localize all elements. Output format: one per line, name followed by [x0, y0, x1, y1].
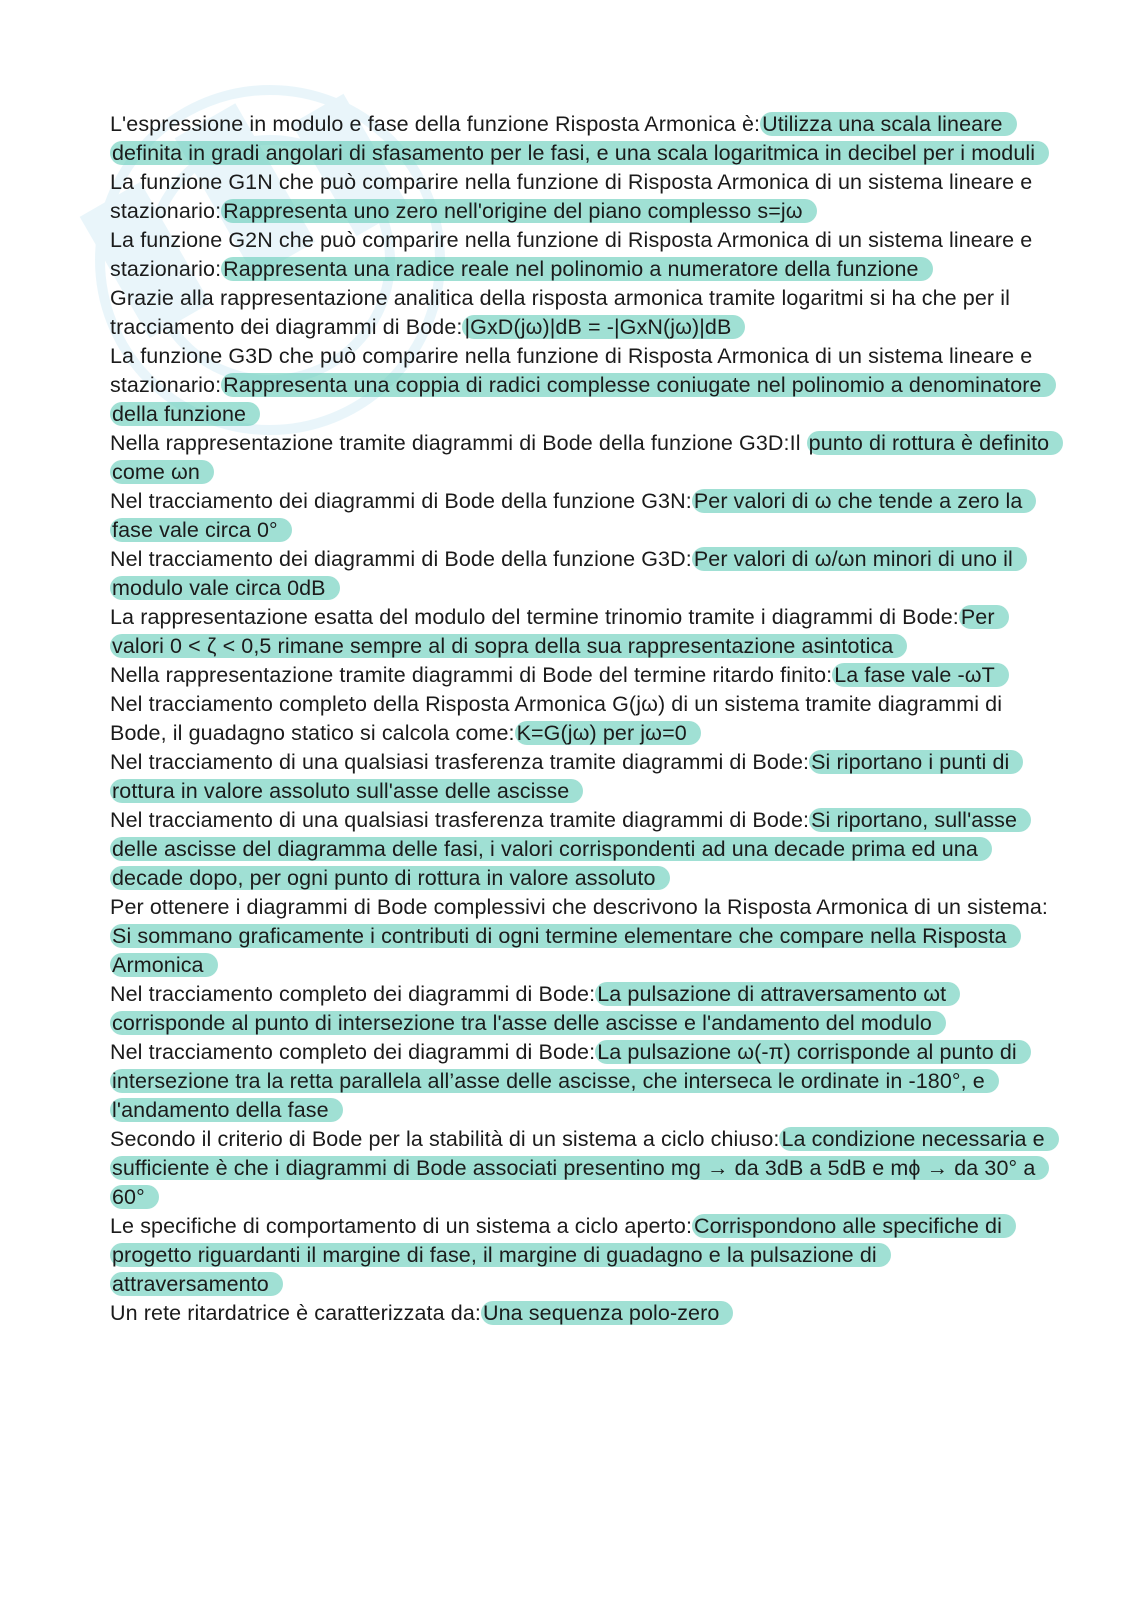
answer-highlight: punto di rottura è definito come ωn	[110, 431, 1063, 484]
question-text: Nel tracciamento dei diagrammi di Bode della funzione G3D:	[110, 547, 692, 571]
qa-item-4	[110, 284, 1050, 342]
qa-item-17	[110, 1125, 1050, 1212]
answer-highlight: Rappresenta una coppia di radici complesse coniugate nel polinomio a denominatore della funzione	[110, 373, 1056, 426]
question-text: La funzione G1N che può comparire nella funzione di Risposta Armonica di un sistema lineare e stazionario:	[110, 170, 1033, 223]
qa-item-11	[110, 690, 1050, 748]
question-text: Grazie alla rappresentazione analitica della risposta armonica tramite logaritmi si ha che per il tracciamento dei diagrammi di Bode:	[110, 286, 1010, 339]
question-text: Secondo il criterio di Bode per la stabilità di un sistema a ciclo chiuso:	[110, 1127, 780, 1151]
question-text: La funzione G2N che può comparire nella funzione di Risposta Armonica di un sistema lineare e stazionario:	[110, 228, 1033, 281]
question-text: Nel tracciamento dei diagrammi di Bode della funzione G3N:	[110, 489, 692, 513]
question-text: Le specifiche di comportamento di un sistema a ciclo aperto:	[110, 1214, 693, 1238]
answer-highlight: Per valori di ω/ωn minori di uno il modulo vale circa 0dB	[110, 547, 1027, 600]
answer-highlight: Rappresenta una radice reale nel polinomio a numeratore della funzione	[221, 257, 932, 281]
answer-highlight: Per valori di ω che tende a zero la fase vale circa 0°	[110, 489, 1036, 542]
answer-highlight: Si riportano i punti di rottura in valore assoluto sull'asse delle ascisse	[110, 750, 1023, 803]
answer-highlight: |GxD(jω)|dB = -|GxN(jω)|dB	[462, 315, 745, 339]
question-text: L'espressione in modulo e fase della funzione Risposta Armonica è:	[110, 112, 761, 136]
qa-item-15	[110, 980, 1050, 1038]
qa-item-14	[110, 893, 1050, 980]
qa-item-6	[110, 429, 1050, 487]
qa-item-10	[110, 661, 1050, 690]
answer-highlight: La pulsazione ω(-π) corrisponde al punto di intersezione tra la retta parallela all’asse delle ascisse, che interseca le ordinate in -180°, e l'andamento della fase	[110, 1040, 1031, 1122]
answer-highlight: Si riportano, sull'asse delle ascisse del diagramma delle fasi, i valori corrispondenti ad una decade prima ed una decade dopo, per ogni punto di rottura in valore assoluto	[110, 808, 1031, 890]
answer-highlight: Si sommano graficamente i contributi di ogni termine elementare che compare nella Risposta Armonica	[110, 924, 1021, 977]
question-text: Nel tracciamento di una qualsiasi trasferenza tramite diagrammi di Bode:	[110, 808, 810, 832]
question-text: Un rete ritardatrice è caratterizzata da:	[110, 1301, 481, 1325]
question-text: Nella rappresentazione tramite diagrammi di Bode della funzione G3D:Il	[110, 431, 807, 455]
question-text: La funzione G3D che può comparire nella funzione di Risposta Armonica di un sistema lineare e stazionario:	[110, 344, 1033, 397]
qa-item-9	[110, 603, 1050, 661]
qa-item-8	[110, 545, 1050, 603]
qa-item-12	[110, 748, 1050, 806]
qa-item-2	[110, 168, 1050, 226]
qa-item-19	[110, 1299, 1050, 1328]
qa-item-13	[110, 806, 1050, 893]
question-text: La rappresentazione esatta del modulo del termine trinomio tramite i diagrammi di Bode:	[110, 605, 959, 629]
answer-highlight: Corrispondono alle specifiche di progetto riguardanti il margine di fase, il margine di guadagno e la pulsazione di attraversamento	[110, 1214, 1016, 1296]
qa-item-18	[110, 1212, 1050, 1299]
question-text: Per ottenere i diagrammi di Bode complessivi che descrivono la Risposta Armonica di un sistema:	[110, 895, 1049, 919]
answer-highlight: Rappresenta uno zero nell'origine del piano complesso s=jω	[221, 199, 816, 223]
answer-highlight: La fase vale -ωT	[832, 663, 1009, 687]
qa-item-1	[110, 110, 1050, 168]
answer-highlight: La pulsazione di attraversamento ωt corrisponde al punto di intersezione tra l'asse delle ascisse e l'andamento del modulo	[110, 982, 960, 1035]
question-text: Nel tracciamento di una qualsiasi trasferenza tramite diagrammi di Bode:	[110, 750, 810, 774]
question-text: Nel tracciamento completo dei diagrammi di Bode:	[110, 1040, 596, 1064]
qa-item-5	[110, 342, 1050, 429]
question-text: Nella rappresentazione tramite diagrammi di Bode del termine ritardo finito:	[110, 663, 833, 687]
qa-item-7	[110, 487, 1050, 545]
answer-highlight: Una sequenza polo-zero	[481, 1301, 733, 1325]
question-text: Nel tracciamento completo della Risposta Armonica G(jω) di un sistema tramite diagrammi di Bode, il guadagno statico si calcola come:	[110, 692, 1003, 745]
answer-highlight: La condizione necessaria e sufficiente è che i diagrammi di Bode associati presentino mg → da 3dB a 5dB e mϕ → da 30° a 60°	[110, 1127, 1059, 1209]
answer-highlight: K=G(jω) per jω=0	[515, 721, 701, 745]
qa-item-16	[110, 1038, 1050, 1125]
document-body	[110, 110, 1050, 1328]
answer-highlight: Per valori 0 < ζ < 0,5 rimane sempre al di sopra della sua rappresentazione asintotica	[110, 605, 1009, 658]
answer-highlight: Utilizza una scala lineare definita in gradi angolari di sfasamento per le fasi, e una scala logaritmica in decibel per i moduli	[110, 112, 1049, 165]
question-text: Nel tracciamento completo dei diagrammi di Bode:	[110, 982, 596, 1006]
qa-item-3	[110, 226, 1050, 284]
